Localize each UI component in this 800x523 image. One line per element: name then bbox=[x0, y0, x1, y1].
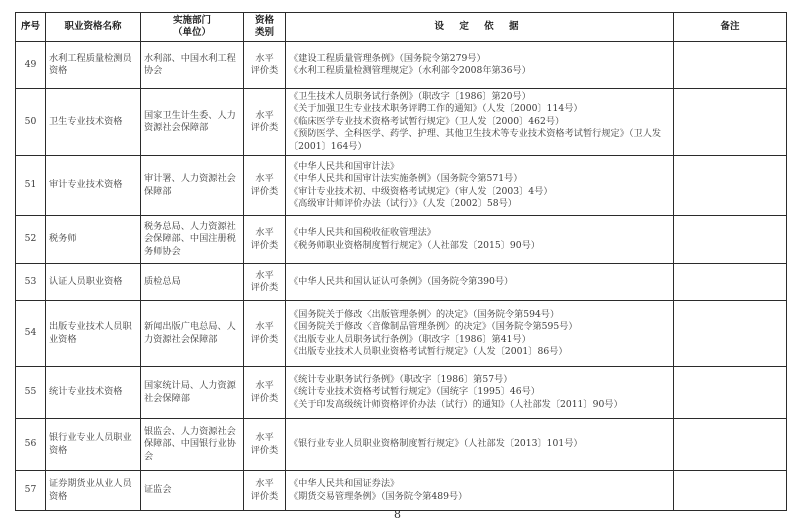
row-seq: 50 bbox=[16, 89, 46, 156]
row-category-line2: 评价类 bbox=[250, 282, 279, 293]
row-basis bbox=[286, 216, 674, 264]
basis-line: 《国务院关于修改〈出版管理条例〉的决定》（国务院令第594号） bbox=[289, 308, 560, 320]
row-seq: 53 bbox=[16, 264, 46, 301]
row-department: 水利部、中国水利工程协会 bbox=[141, 42, 244, 89]
row-seq: 55 bbox=[16, 367, 46, 419]
row-remarks bbox=[674, 367, 787, 419]
row-category bbox=[244, 419, 286, 471]
row-remarks bbox=[674, 471, 787, 511]
table-row bbox=[16, 264, 787, 301]
row-category-line1: 水平 bbox=[255, 380, 274, 391]
row-category bbox=[244, 89, 286, 156]
header-category-line2: 类别 bbox=[254, 27, 274, 38]
row-remarks bbox=[674, 264, 787, 301]
row-department: 证监会 bbox=[141, 471, 244, 511]
row-seq: 51 bbox=[16, 156, 46, 216]
row-category-line2: 评价类 bbox=[250, 444, 279, 456]
row-department: 国家统计局、人力资源社会保障部 bbox=[141, 367, 244, 419]
row-department: 税务总局、人力资源社会保障部、中国注册税务师协会 bbox=[141, 216, 244, 264]
row-qualification-name: 认证人员职业资格 bbox=[46, 264, 141, 301]
row-qualification-name: 银行业专业人员职业资格 bbox=[46, 419, 141, 471]
table-row bbox=[16, 301, 787, 367]
basis-line: 《审计专业技术初、中级资格考试规定》（审人发〔2003〕4号） bbox=[289, 185, 553, 197]
row-department: 银监会、人力资源社会保障部、中国银行业协会 bbox=[141, 419, 244, 471]
basis-line: 《银行业专业人员职业资格制度暂行规定》（人社部发〔2013〕101号） bbox=[289, 438, 583, 450]
page-number: 8 bbox=[394, 508, 401, 521]
basis-line: 《临床医学专业技术资格考试暂行规定》（卫人发〔2000〕462号） bbox=[289, 115, 565, 127]
row-qualification-name: 出版专业技术人员职业资格 bbox=[46, 301, 141, 367]
row-seq: 56 bbox=[16, 419, 46, 471]
row-remarks bbox=[674, 42, 787, 89]
row-category-line2: 评价类 bbox=[250, 65, 279, 76]
header-dept-line2: （单位） bbox=[172, 27, 211, 38]
basis-line: 《建设工程质量管理条例》（国务院令第279号） bbox=[289, 52, 486, 64]
basis-line: 《出版专业人员职务试行条例》（职改字〔1986〕第41号） bbox=[289, 333, 531, 345]
basis-line: 《税务师职业资格制度暂行规定》（人社部发〔2015〕90号） bbox=[289, 239, 540, 251]
basis-line: 《高级审计师评价办法（试行）》（人发〔2002〕58号） bbox=[289, 198, 517, 209]
row-category-line2: 评价类 bbox=[250, 122, 279, 133]
row-basis bbox=[286, 89, 674, 156]
header-row bbox=[16, 13, 787, 42]
row-qualification-name: 统计专业技术资格 bbox=[46, 367, 141, 419]
row-category-line2: 评价类 bbox=[250, 185, 279, 197]
row-category bbox=[244, 156, 286, 216]
table-row bbox=[16, 156, 787, 216]
row-category bbox=[244, 264, 286, 301]
row-category-line2: 评价类 bbox=[250, 490, 279, 502]
row-category bbox=[244, 471, 286, 511]
row-category-line2: 评价类 bbox=[250, 392, 279, 404]
table-row bbox=[16, 216, 787, 264]
row-seq: 49 bbox=[16, 42, 46, 89]
basis-line: 《卫生技术人员职务试行条例》（职改字〔1986〕第20号） bbox=[289, 90, 531, 102]
basis-line: 《水利工程质量检测管理规定》（水利部令2008年第36号） bbox=[289, 65, 531, 76]
basis-line: 《中华人民共和国审计法》 bbox=[289, 160, 400, 172]
row-department: 质检总局 bbox=[141, 264, 244, 301]
table-row bbox=[16, 471, 787, 511]
row-qualification-name: 审计专业技术资格 bbox=[46, 156, 141, 216]
header-category-line1: 资格 bbox=[254, 15, 274, 26]
basis-line: 《关于印发高级统计师资格评价办法（试行）的通知》（人社部发〔2011〕90号） bbox=[289, 398, 623, 410]
basis-line: 《中华人民共和国认证认可条例》（国务院令第390号） bbox=[289, 275, 514, 287]
row-qualification-name: 卫生专业技术资格 bbox=[46, 89, 141, 156]
row-remarks bbox=[674, 301, 787, 367]
row-basis bbox=[286, 301, 674, 367]
row-category bbox=[244, 367, 286, 419]
row-basis bbox=[286, 156, 674, 216]
header-remarks: 备注 bbox=[674, 13, 787, 42]
row-remarks bbox=[674, 419, 787, 471]
basis-line: 《预防医学、全科医学、药学、护理、其他卫生技术等专业技术资格考试暂行规定》（卫人发〔2001〕164号） bbox=[289, 128, 662, 152]
row-category-line1: 水平 bbox=[255, 227, 274, 238]
basis-line: 《国务院关于修改〈音像制品管理条例〉的决定》（国务院令第595号） bbox=[289, 321, 578, 332]
row-category bbox=[244, 216, 286, 264]
row-seq: 57 bbox=[16, 471, 46, 511]
header-name: 职业资格名称 bbox=[46, 13, 141, 42]
row-basis bbox=[286, 42, 674, 89]
basis-line: 《中华人民共和国证券法》 bbox=[289, 478, 400, 489]
row-basis bbox=[286, 419, 674, 471]
row-qualification-name: 证券期货业从业人员资格 bbox=[46, 471, 141, 511]
row-category-line1: 水平 bbox=[255, 432, 274, 443]
basis-line: 《关于加强卫生专业技术职务评聘工作的通知》（人发〔2000〕114号） bbox=[289, 103, 583, 115]
table-row bbox=[16, 42, 787, 89]
basis-line: 《统计专业职务试行条例》（职改字〔1986〕第57号） bbox=[289, 373, 513, 385]
row-qualification-name: 税务师 bbox=[46, 216, 141, 264]
header-category bbox=[244, 13, 286, 42]
row-remarks bbox=[674, 89, 787, 156]
row-basis bbox=[286, 367, 674, 419]
basis-line: 《中华人民共和国税收征收管理法》 bbox=[289, 227, 436, 238]
header-basis: 设 定 依 据 bbox=[286, 13, 674, 42]
header-dept bbox=[141, 13, 244, 42]
table-row bbox=[16, 419, 787, 471]
row-category-line2: 评价类 bbox=[250, 333, 279, 345]
basis-line: 《中华人民共和国审计法实施条例》（国务院令第571号） bbox=[289, 173, 523, 184]
row-category-line1: 水平 bbox=[255, 321, 274, 332]
row-category-line1: 水平 bbox=[255, 478, 274, 489]
row-category-line1: 水平 bbox=[255, 269, 274, 281]
row-seq: 54 bbox=[16, 301, 46, 367]
table-row bbox=[16, 89, 787, 156]
row-remarks bbox=[674, 156, 787, 216]
row-category-line2: 评价类 bbox=[250, 239, 279, 251]
basis-line: 《出版专业技术人员职业资格考试暂行规定》（人发〔2001〕86号） bbox=[289, 346, 568, 357]
qualification-table bbox=[15, 12, 787, 511]
row-category-line1: 水平 bbox=[255, 173, 274, 184]
row-category bbox=[244, 42, 286, 89]
row-department: 新闻出版广电总局、人力资源社会保障部 bbox=[141, 301, 244, 367]
row-remarks bbox=[674, 216, 787, 264]
row-seq: 52 bbox=[16, 216, 46, 264]
row-basis bbox=[286, 471, 674, 511]
row-department: 国家卫生计生委、人力资源社会保障部 bbox=[141, 89, 244, 156]
header-seq: 序号 bbox=[16, 13, 46, 42]
row-department: 审计署、人力资源社会保障部 bbox=[141, 156, 244, 216]
table-row bbox=[16, 367, 787, 419]
row-category-line1: 水平 bbox=[255, 52, 274, 64]
row-qualification-name: 水利工程质量检测员资格 bbox=[46, 42, 141, 89]
header-dept-line1: 实施部门 bbox=[172, 15, 211, 26]
row-basis bbox=[286, 264, 674, 301]
row-category bbox=[244, 301, 286, 367]
basis-line: 《期货交易管理条例》（国务院令第489号） bbox=[289, 490, 468, 502]
basis-line: 《统计专业技术资格考试暂行规定》（国统字〔1995〕46号） bbox=[289, 386, 540, 398]
row-category-line1: 水平 bbox=[255, 109, 274, 121]
